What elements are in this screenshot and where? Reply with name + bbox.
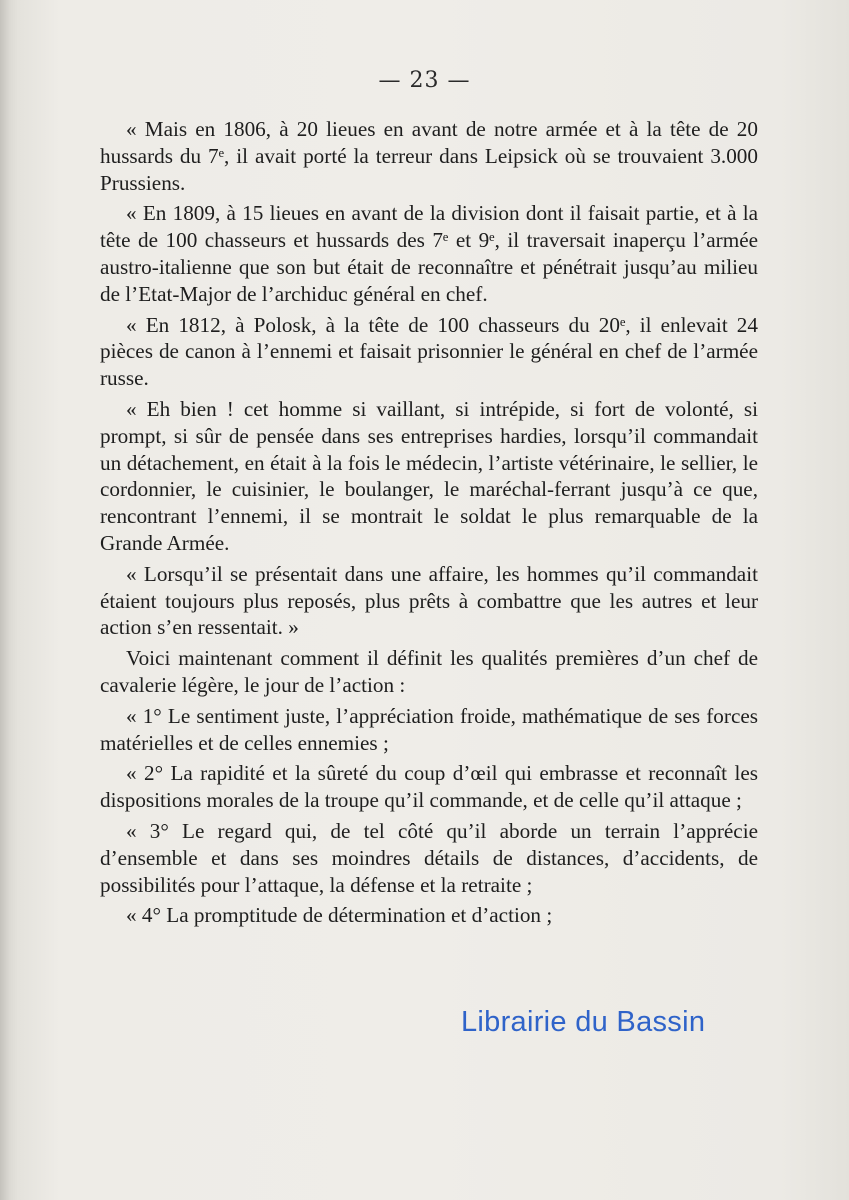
watermark: Librairie du Bassin [461,1006,706,1038]
paragraph: « 3° Le regard qui, de tel côté qu’il aborde un terrain l’apprécie d’ensemble et dans ses moindres détails de distances, d’accidents, de possibilités pour l’attaque, la défense et la retraite ; [100,818,758,897]
paragraph: « 2° La rapidité et la sûreté du coup d’œil qui embrasse et reconnaît les dispositions morales de la troupe qu’il commande, et de celle qu’il attaque ; [100,761,758,813]
paragraph: « 1° Le sentiment juste, l’appréciation froide, mathématique de ses forces matérielles et de celles ennemies ; [100,703,758,755]
paragraph: « En 1809, à 15 lieues en avant de la division dont il faisait partie, et à la tête de 100 chasseurs et hussards des 7ᵉ et 9ᵉ, il traversait inaperçu l’armée austro-italienne que son but était de reconnaître et pénétrait jusqu’au milieu de l’Etat-Major de l’archiduc général en chef. [100,201,758,306]
paragraph: « Mais en 1806, à 20 lieues en avant de notre armée et à la tête de 20 hussards du 7ᵉ, il avait porté la terreur dans Leipsick où se trouvaient 3.000 Prussiens. [100,117,758,195]
page-number: — 23 — [378,68,471,93]
paragraph: « Eh bien ! cet homme si vaillant, si intrépide, si fort de volonté, si prompt, si sûr de pensée dans ses entreprises hardies, lorsqu’il commandait un détachement, en était à la fois le médecin, l’artiste vétérinaire, le sellier, le cordonnier, le cuisinier, le boulanger, le maréchal-ferrant jusqu’à ce que, rencontrant l’ennemi, il se montrait le soldat le plus remarquable de la Grande Armée. [100,396,758,555]
paragraph: Voici maintenant comment il définit les qualités premières d’un chef de cavalerie légère, le jour de l’action : [100,646,758,697]
paragraph: « 4° La promptitude de détermination et d’action ; [126,903,553,928]
page-body [100,116,758,933]
page-gutter [0,0,10,1200]
paragraph: « Lorsqu’il se présentait dans une affaire, les hommes qu’il commandait étaient toujours plus reposés, plus prêts à combattre que les autres et leur action s’en ressentait. » [100,561,758,640]
paragraph: « En 1812, à Polosk, à la tête de 100 chasseurs du 20ᵉ, il enlevait 24 pièces de canon à l’ennemi et faisait prisonnier le général en chef de l’armée russe. [100,312,758,391]
